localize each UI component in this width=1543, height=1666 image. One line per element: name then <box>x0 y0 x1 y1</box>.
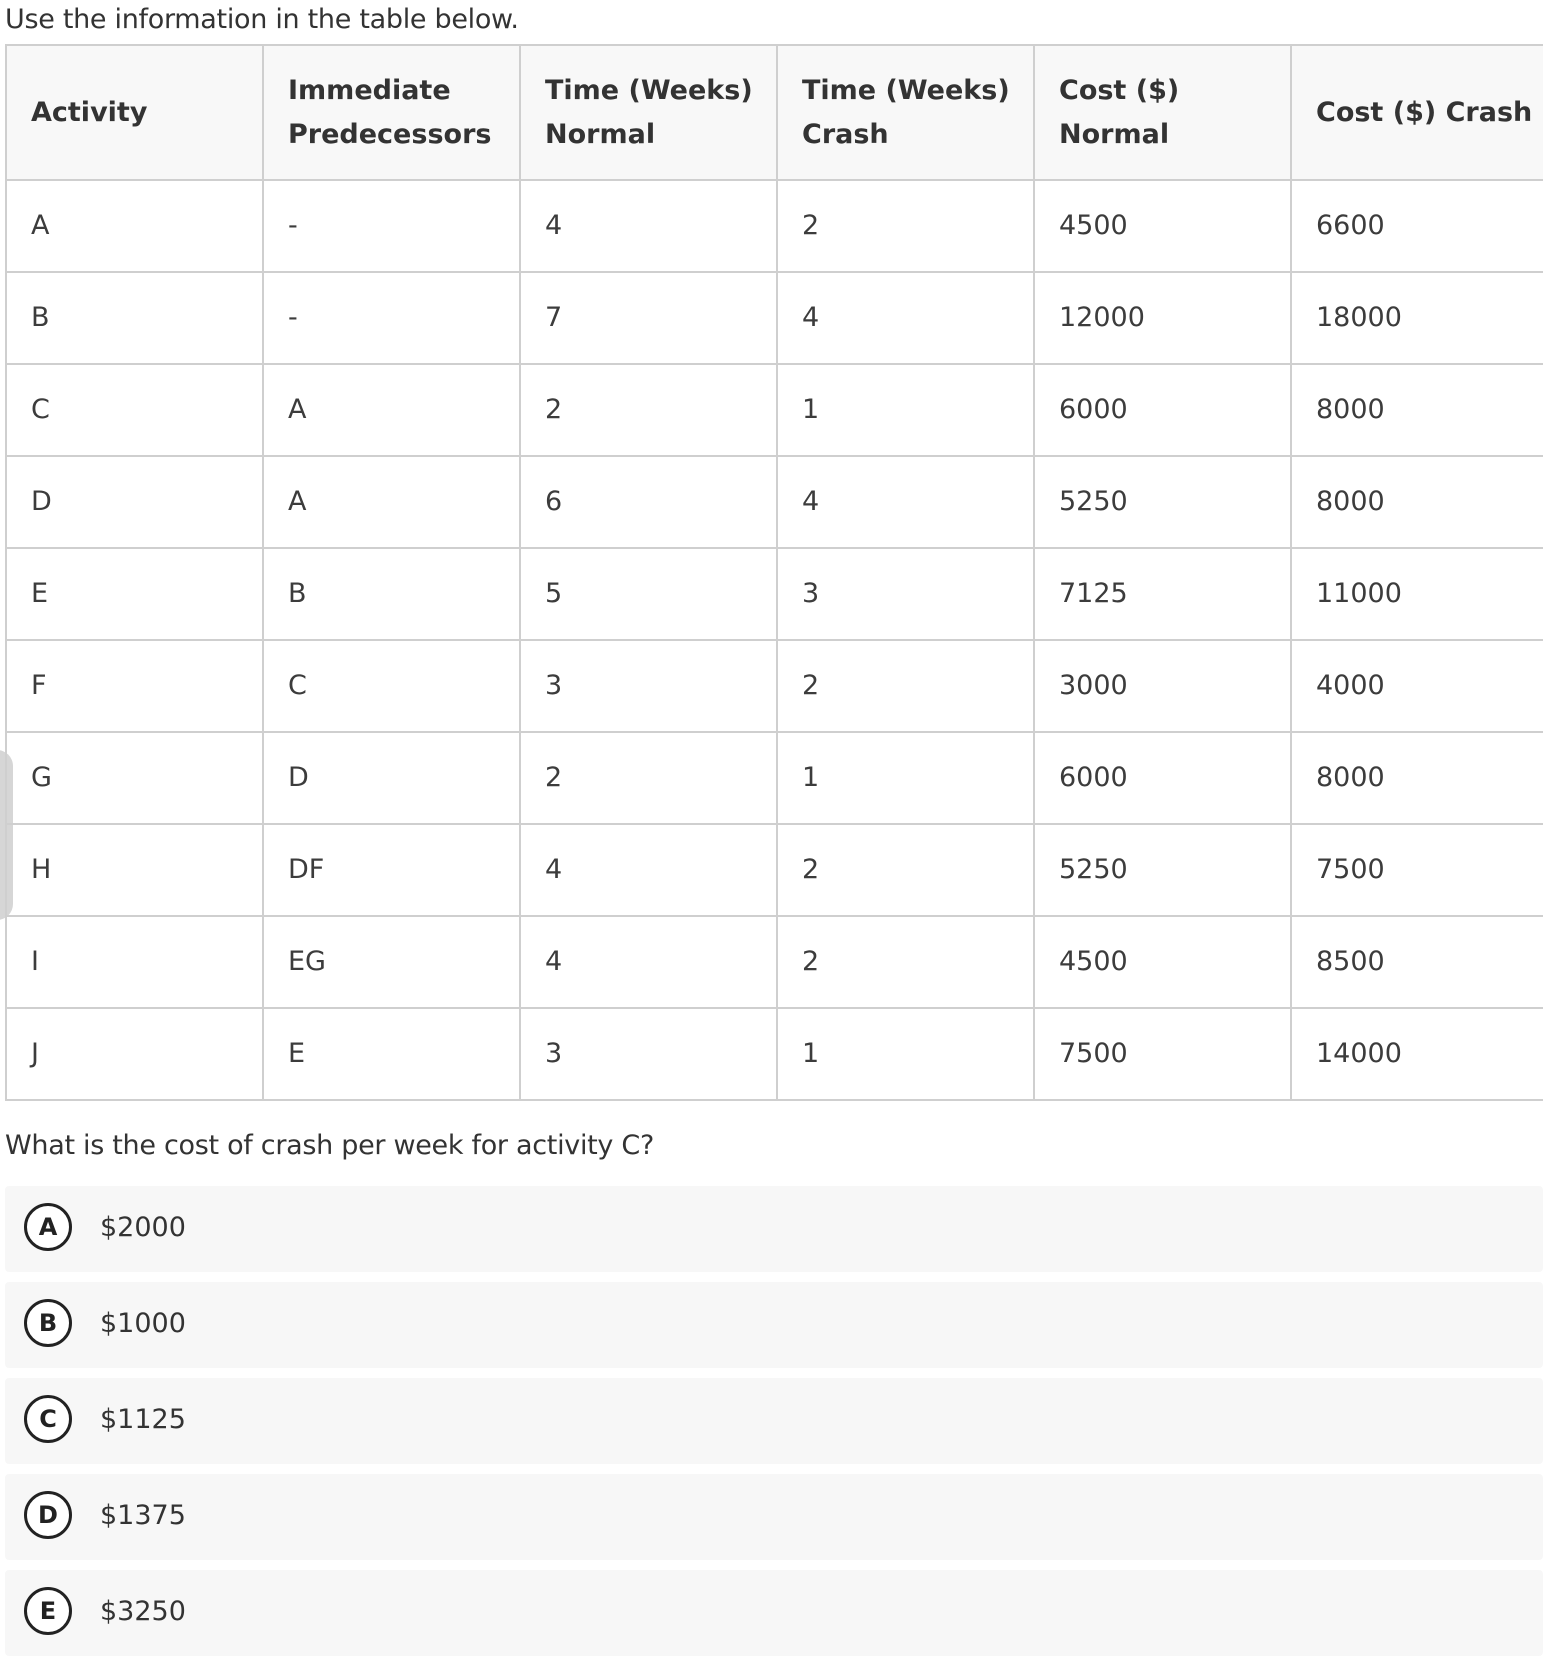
intro-text: Use the information in the table below. <box>5 4 519 35</box>
cell-activity: D <box>6 456 263 548</box>
cell-activity: G <box>6 732 263 824</box>
question-text: What is the cost of crash per week for activity C? <box>5 1130 654 1161</box>
cell-time-normal: 5 <box>520 548 777 640</box>
column-header-time-normal: Time (Weeks) Normal <box>520 45 777 180</box>
table-row <box>6 640 1543 732</box>
cell-time-crash: 1 <box>777 364 1034 456</box>
table-row <box>6 180 1543 272</box>
cell-cost-normal: 5250 <box>1034 824 1291 916</box>
option-d-letter: D <box>24 1491 72 1539</box>
cell-time-normal: 2 <box>520 732 777 824</box>
table-header-row <box>6 45 1543 180</box>
cell-cost-crash: 18000 <box>1291 272 1543 364</box>
option-e-letter: E <box>24 1587 72 1635</box>
option-c-text: $1125 <box>100 1404 186 1435</box>
cell-cost-crash: 7500 <box>1291 824 1543 916</box>
cell-cost-normal: 7125 <box>1034 548 1291 640</box>
cell-activity: I <box>6 916 263 1008</box>
cell-cost-crash: 14000 <box>1291 1008 1543 1100</box>
option-a-letter: A <box>24 1203 72 1251</box>
table-row <box>6 1008 1543 1100</box>
table-row <box>6 456 1543 548</box>
cell-time-crash: 1 <box>777 732 1034 824</box>
cell-time-normal: 3 <box>520 1008 777 1100</box>
cell-cost-crash: 8000 <box>1291 732 1543 824</box>
cell-time-crash: 3 <box>777 548 1034 640</box>
cell-cost-normal: 3000 <box>1034 640 1291 732</box>
option-e[interactable] <box>5 1570 1543 1656</box>
option-a-text: $2000 <box>100 1212 186 1243</box>
cell-cost-normal: 7500 <box>1034 1008 1291 1100</box>
cell-time-crash: 1 <box>777 1008 1034 1100</box>
cell-predecessors: C <box>263 640 520 732</box>
cell-time-crash: 4 <box>777 272 1034 364</box>
table-row <box>6 548 1543 640</box>
column-header-predecessors: Immediate Predecessors <box>263 45 520 180</box>
cell-activity: F <box>6 640 263 732</box>
cell-time-normal: 6 <box>520 456 777 548</box>
column-header-cost-normal: Cost ($) Normal <box>1034 45 1291 180</box>
option-e-text: $3250 <box>100 1596 186 1627</box>
cell-activity: J <box>6 1008 263 1100</box>
cell-cost-normal: 4500 <box>1034 916 1291 1008</box>
cell-cost-normal: 4500 <box>1034 180 1291 272</box>
cell-activity: C <box>6 364 263 456</box>
cell-time-crash: 2 <box>777 916 1034 1008</box>
activity-table <box>5 44 1543 1101</box>
cell-cost-crash: 4000 <box>1291 640 1543 732</box>
cell-predecessors: EG <box>263 916 520 1008</box>
cell-activity: A <box>6 180 263 272</box>
cell-cost-crash: 11000 <box>1291 548 1543 640</box>
cell-activity: E <box>6 548 263 640</box>
cell-predecessors: D <box>263 732 520 824</box>
cell-predecessors: E <box>263 1008 520 1100</box>
table-row <box>6 732 1543 824</box>
cell-predecessors: - <box>263 272 520 364</box>
table-row <box>6 824 1543 916</box>
option-c-letter: C <box>24 1395 72 1443</box>
option-b[interactable] <box>5 1282 1543 1368</box>
option-d-text: $1375 <box>100 1500 186 1531</box>
cell-activity: H <box>6 824 263 916</box>
cell-time-normal: 4 <box>520 180 777 272</box>
cell-time-crash: 2 <box>777 180 1034 272</box>
cell-cost-crash: 8000 <box>1291 364 1543 456</box>
option-c[interactable] <box>5 1378 1543 1464</box>
cell-cost-normal: 12000 <box>1034 272 1291 364</box>
column-header-activity: Activity <box>6 45 263 180</box>
cell-time-crash: 4 <box>777 456 1034 548</box>
cell-predecessors: B <box>263 548 520 640</box>
cell-cost-crash: 8500 <box>1291 916 1543 1008</box>
table-row <box>6 916 1543 1008</box>
option-a[interactable] <box>5 1186 1543 1272</box>
cell-time-normal: 2 <box>520 364 777 456</box>
cell-time-normal: 7 <box>520 272 777 364</box>
cell-predecessors: - <box>263 180 520 272</box>
cell-predecessors: A <box>263 364 520 456</box>
cell-cost-normal: 6000 <box>1034 732 1291 824</box>
table-row <box>6 272 1543 364</box>
column-header-time-crash: Time (Weeks) Crash <box>777 45 1034 180</box>
cell-time-crash: 2 <box>777 824 1034 916</box>
cell-cost-crash: 6600 <box>1291 180 1543 272</box>
cell-time-crash: 2 <box>777 640 1034 732</box>
table-row <box>6 364 1543 456</box>
option-d[interactable] <box>5 1474 1543 1560</box>
column-header-cost-crash: Cost ($) Crash <box>1291 45 1543 180</box>
cell-time-normal: 4 <box>520 824 777 916</box>
cell-time-normal: 3 <box>520 640 777 732</box>
option-b-text: $1000 <box>100 1308 186 1339</box>
cell-time-normal: 4 <box>520 916 777 1008</box>
answer-options <box>5 1186 1543 1666</box>
cell-activity: B <box>6 272 263 364</box>
cell-predecessors: DF <box>263 824 520 916</box>
cell-cost-normal: 6000 <box>1034 364 1291 456</box>
cell-cost-normal: 5250 <box>1034 456 1291 548</box>
option-b-letter: B <box>24 1299 72 1347</box>
cell-predecessors: A <box>263 456 520 548</box>
cell-cost-crash: 8000 <box>1291 456 1543 548</box>
